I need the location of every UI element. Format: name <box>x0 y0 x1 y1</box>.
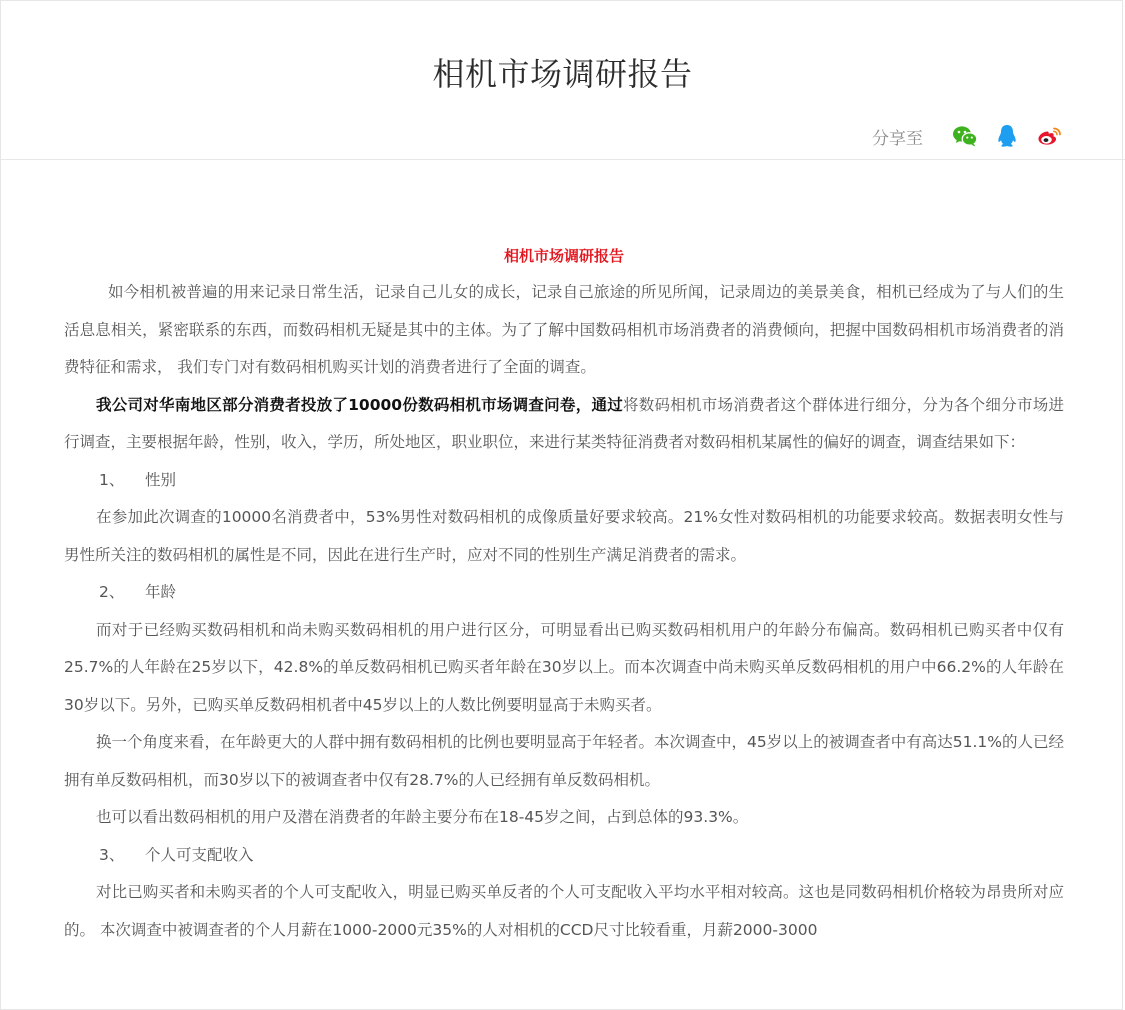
article-header <box>0 0 1125 160</box>
paragraph: 在参加此次调查的10000名消费者中，53%男性对数码相机的成像质量好要求较高。21%女性对数码相机的功能要求较高。数据表明女性与男性所关注的数码相机的属性是不同，因此在进行生产时，应对不同的性别生产满足消费者的需求。 <box>64 508 1064 564</box>
page-title: 相机市场调研报告 <box>432 55 693 93</box>
wechat-icon[interactable] <box>951 122 979 150</box>
section-number: 3、 <box>99 845 125 864</box>
paragraph: 而对于已经购买数码相机和尚未购买数码相机的用户进行区分，可明显看出已购买数码相机用户的年龄分布偏高。数码相机已购买者中仅有25.7%的人年龄在25岁以下，42.8%的单反数码相机已购买者年龄在30岁以上。而本次调查中尚未购买单反数码相机的用户中66.2%的人年龄在30岁以下。另外，已购买单反数码相机者中45岁以上的人数比例要明显高于未购买者。 <box>64 620 1064 714</box>
section-heading-income <box>64 837 1064 875</box>
section-title: 年龄 <box>145 583 177 601</box>
paragraph-text: 将数码相机市场消费者这个群体进行细分，分为各个细分市场进行调查，主要根据年龄，性别，收入，学历，所处地区，职业职位，来进行某类特征消费者对数码相机某属性的偏好的调查，调查结果如下： <box>64 395 1064 451</box>
paragraph <box>64 387 1064 462</box>
paragraph: 也可以看出数码相机的用户及潜在消费者的年龄主要分布在18-45岁之间，占到总体的93.3%。 <box>96 808 749 826</box>
share-bar <box>872 120 1063 152</box>
paragraph: 如今相机被普遍的用来记录日常生活，记录自己儿女的成长，记录自己旅途的所见所闻，记录周边的美景美食，相机已经成为了与人们的生活息息相关，紧密联系的东西，而数码相机无疑是其中的主体。为了了解中国数码相机市场消费者的消费倾向，把握中国数码相机市场消费者的消费特征和需求， 我们专门对有数码相机购买计划的消费者进行了全面的调查。 <box>64 283 1064 376</box>
qq-icon[interactable] <box>993 122 1021 150</box>
section-heading-gender <box>64 462 1064 500</box>
paragraph: 换一个角度来看，在年龄更大的人群中拥有数码相机的比例也要明显高于年轻者。本次调查中，45岁以上的被调查者中有高达51.1%的人已经拥有单反数码相机，而30岁以下的被调查者中仅有28.7%的人已经拥有单反数码相机。 <box>64 733 1064 789</box>
article-body <box>64 238 1064 949</box>
section-title: 个人可支配收入 <box>145 845 254 864</box>
paragraph: 对比已购买者和未购买者的个人可支配收入，明显已购买单反者的个人可支配收入平均水平相对较高。这也是同数码相机价格较为昂贵所对应的。 本次调查中被调查者的个人月薪在1000-2000元35%的人对相机的CCD尺寸比较看重，月薪2000-3000 <box>64 883 1064 939</box>
weibo-icon[interactable] <box>1035 122 1063 150</box>
share-label: 分享至 <box>872 128 923 149</box>
section-number: 1、 <box>99 470 125 489</box>
document-title: 相机市场调研报告 <box>503 247 624 265</box>
highlighted-text: 我公司对华南地区部分消费者投放了10000份数码相机市场调查问卷，通过 <box>96 395 623 414</box>
section-heading-age <box>64 574 1064 612</box>
section-number: 2、 <box>99 583 125 601</box>
section-title: 性别 <box>145 470 177 489</box>
